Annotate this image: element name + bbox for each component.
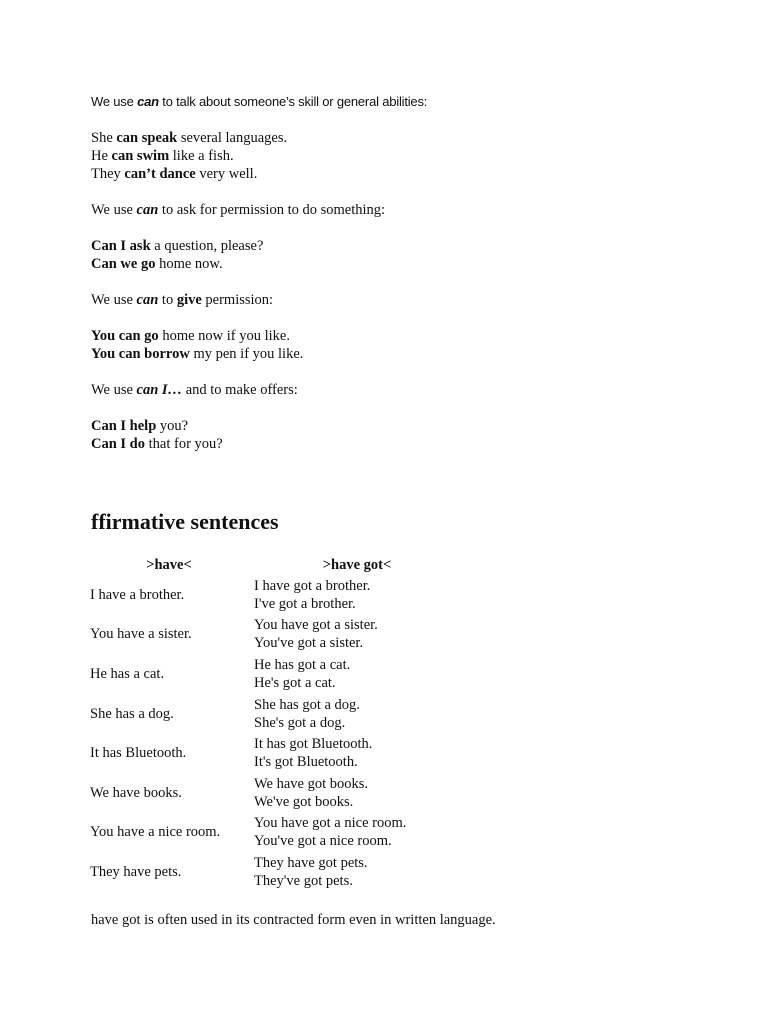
keyword: can I… — [136, 382, 183, 398]
document-body — [91, 93, 731, 453]
table-row — [86, 773, 462, 813]
skill-rule — [91, 93, 731, 111]
have-got-cell — [252, 615, 462, 655]
have-cell: She has a dog. — [90, 705, 174, 722]
text: my pen if you like. — [189, 346, 304, 362]
bold-phrase: Can I do — [91, 436, 145, 452]
full-form: You have got a nice room. — [254, 815, 407, 832]
contracted-form: We've got books. — [254, 793, 354, 810]
table-row — [86, 813, 462, 853]
text: She — [91, 130, 117, 146]
example-line — [91, 417, 731, 435]
keyword: can — [136, 292, 159, 308]
usage-note: have got is often used in its contracted form even in written language. — [91, 912, 496, 928]
example-line — [91, 147, 731, 165]
contracted-form: You've got a nice room. — [254, 833, 392, 850]
text: very well. — [195, 166, 258, 182]
have-got-cell — [252, 852, 462, 892]
table-row — [86, 733, 462, 773]
have-got-cell — [252, 694, 462, 734]
offer-rule — [91, 381, 731, 399]
have-cell: He has a cat. — [90, 665, 165, 682]
section-heading: ffirmative sentences — [91, 509, 279, 534]
bold-phrase: Can I ask — [91, 238, 151, 254]
text: We use — [91, 292, 137, 308]
bold-phrase: can’t dance — [124, 166, 196, 182]
contracted-form: You've got a sister. — [254, 635, 364, 652]
have-got-cell — [252, 813, 462, 853]
table-row — [86, 654, 462, 694]
full-form: They have got pets. — [254, 854, 368, 871]
bold-phrase: can swim — [111, 148, 170, 164]
text: permission: — [201, 292, 274, 308]
text: you? — [156, 418, 189, 434]
example-line — [91, 255, 731, 273]
contracted-form: They've got pets. — [254, 872, 353, 889]
example-line — [91, 435, 731, 453]
have-cell: It has Bluetooth. — [90, 745, 187, 762]
full-form: She has got a dog. — [254, 696, 360, 713]
give-rule — [91, 291, 731, 309]
example-line — [91, 129, 731, 147]
column-header-have-got: >have got< — [322, 557, 392, 573]
bold-phrase: Can we go — [91, 256, 156, 272]
have-cell: I have a brother. — [90, 586, 185, 603]
text: We use — [91, 382, 137, 398]
table-row — [86, 575, 462, 615]
full-form: I have got a brother. — [254, 577, 371, 594]
keyword: can — [137, 94, 159, 109]
text: a question, please? — [150, 238, 264, 254]
have-cell: You have a sister. — [90, 626, 192, 643]
column-header-have: >have< — [146, 557, 192, 573]
example-line — [91, 327, 731, 345]
contracted-form: He's got a cat. — [254, 674, 336, 691]
text: home now. — [155, 256, 223, 272]
text: to — [158, 292, 177, 308]
text: to ask for permission to do something: — [158, 202, 386, 218]
have-cell: We have books. — [90, 784, 182, 801]
bold-phrase: can speak — [116, 130, 178, 146]
bold-phrase: Can I help — [91, 418, 157, 434]
contracted-form: It's got Bluetooth. — [254, 754, 358, 771]
text: We use — [91, 94, 138, 109]
have-got-table — [86, 555, 462, 892]
ask-rule — [91, 201, 731, 219]
example-line — [91, 165, 731, 183]
table-header-row — [86, 555, 462, 575]
text: We use — [91, 202, 137, 218]
have-got-cell — [252, 575, 462, 615]
full-form: You have got a sister. — [254, 617, 378, 634]
example-line — [91, 345, 731, 363]
table-row — [86, 615, 462, 655]
have-cell: They have pets. — [90, 863, 182, 880]
text: several languages. — [177, 130, 288, 146]
text: and to make offers: — [182, 382, 298, 398]
text: that for you? — [145, 436, 223, 452]
have-got-cell — [252, 733, 462, 773]
table-row — [86, 694, 462, 734]
text: He — [91, 148, 112, 164]
contracted-form: I've got a brother. — [254, 595, 356, 612]
text: to talk about someone’s skill or general abilities: — [158, 94, 428, 109]
text: like a fish. — [169, 148, 234, 164]
have-got-cell — [252, 773, 462, 813]
contracted-form: She's got a dog. — [254, 714, 346, 731]
have-cell: You have a nice room. — [90, 824, 221, 841]
full-form: It has got Bluetooth. — [254, 736, 373, 753]
full-form: We have got books. — [254, 775, 369, 792]
example-line — [91, 237, 731, 255]
full-form: He has got a cat. — [254, 656, 351, 673]
table-row — [86, 852, 462, 892]
bold-phrase: You can borrow — [91, 346, 190, 362]
have-got-cell — [252, 654, 462, 694]
text: home now if you like. — [158, 328, 290, 344]
text: They — [91, 166, 125, 182]
keyword: can — [136, 202, 159, 218]
bold-phrase: give — [176, 292, 202, 308]
bold-phrase: You can go — [91, 328, 159, 344]
